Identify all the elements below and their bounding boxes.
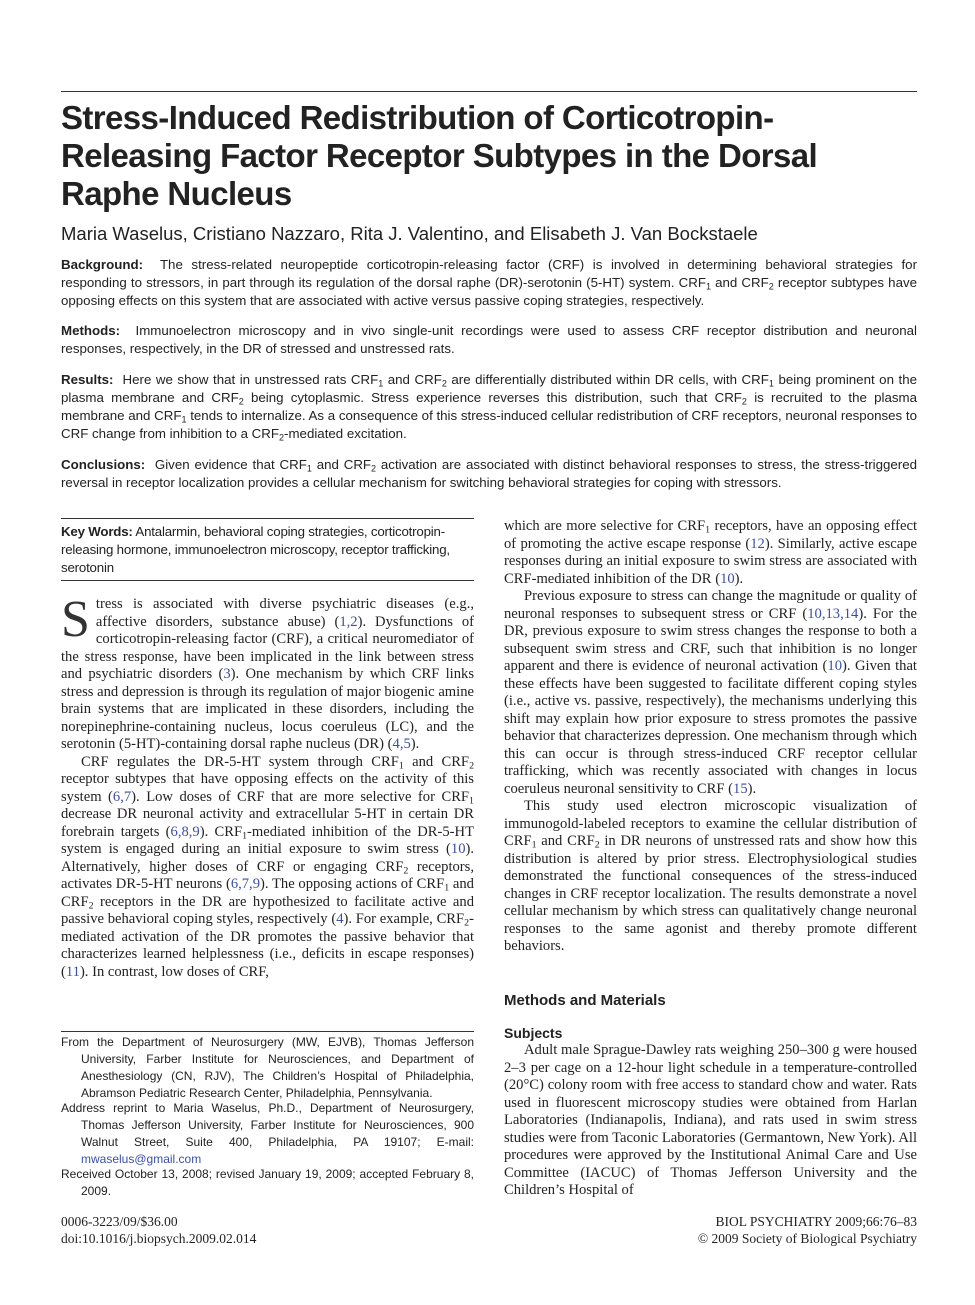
keywords-rule-top: [61, 518, 474, 519]
footer-issn: 0006-3223/09/$36.00: [61, 1214, 178, 1229]
citation-link[interactable]: 6,7: [112, 788, 132, 805]
citation-link[interactable]: 3: [223, 666, 231, 682]
affiliation-address-block: [61, 1100, 474, 1168]
intro-paragraph-1: Stress is associated with diverse psychiatric diseases (e.g., affective disorders, substance abuse) (1,2). Dysfunctions of corticotropin-releasing factor (CRF), a critical neuromediator of the stress response, have been implicated in the link between stress and psychiatric disorders (3). One mechanism by which CRF links stress and depression is through its regulation of major biogenic amine brain systems that are implicated in these disorders, including the norepinephrine-containing nucleus, locus coeruleus (LC), and the serotonin (5-HT)-containing dorsal raphe nucleus (DR) (4,5).: [61, 591, 474, 752]
affiliation-address-text: Address reprint to Maria Waselus, Ph.D., Department of Neurosurgery, Thomas Jefferson University, Farber Institute for Neurosciences, 900 Walnut Street, Suite 400, Philadelphia, PA 19107; E-mail:: [61, 1101, 474, 1149]
keywords-label: Key Words:: [61, 524, 133, 539]
top-rule: [61, 91, 917, 92]
citation-link[interactable]: 15: [733, 780, 748, 797]
article-title: Stress-Induced Redistribution of Corticotropin-Releasing Factor Receptor Subtypes in the Dorsal Raphe Nucleus: [61, 99, 818, 212]
subjects-paragraph: Adult male Sprague-Dawley rats weighing 250–300 g were housed 2–3 per cage on a 12-hour light schedule in a temperature-controlled (20°C) colony room with free access to standard chow and water. Rats used in fluorescent microscopy studies were obtained from Harlan Laboratories (Indianapolis, Indiana), and rats used in swim stress studies were from Taconic Laboratories (Germantown, New York). All procedures were approved by the Institutional Animal Care and Use Committee (IACUC) of Thomas Jefferson University and the Children’s Hospital of: [504, 1042, 917, 1198]
abstract-background: Background: The stress-related neuropeptide corticotropin-releasing factor (CRF) is involved in determining behavioral strategies for responding to stressors, in part through its regulation of the dorsal raphe (DR)-serotonin (5-HT) system. $CRF_1$ and $CRF_2$ receptor subtypes have opposing effects on this system that are associated with active versus passive coping strategies, respectively.: [61, 257, 918, 308]
footer-doi: doi:10.1016/j.biopsych.2009.02.014: [61, 1231, 257, 1246]
citation-link[interactable]: 4: [336, 911, 344, 927]
affiliation-from: [61, 1034, 474, 1102]
intro-paragraph-2-continued: which are more selective for $CRF_1$ receptors, have an opposing effect of promoting the active escape response (12). Similarly, active escape responses during an initial exposure to swim stress are associated with CRF-mediated inhibition of the DR (10).: [504, 518, 917, 587]
citation-link[interactable]: 6,8,9: [170, 823, 200, 840]
body-right-column-bottom: [504, 1042, 917, 1200]
footer-right: [698, 1213, 917, 1247]
keywords-text: Antalarmin, behavioral coping strategies, corticotropin-releasing hormone, immunoelectron microscopy, receptor trafficking, serotonin: [61, 524, 450, 575]
intro-paragraph-4: This study used electron microscopic visualization of immunogold-labeled receptors to examine the cellular distribution of $CRF_1$ and $CRF_2$ in DR neurons of unstressed rats and show how this distribution is altered by prior stress. Electrophysiological studies demonstrated the functional consequences of the stress-induced changes in CRF receptor localization. The results demonstrate a novel cellular mechanism by which stress can qualitatively change neuronal responses to the same agonist and thereby promote different behaviors.: [504, 798, 917, 954]
background-label: Background:: [61, 257, 144, 272]
drop-cap: S: [61, 591, 90, 648]
email-link[interactable]: mwaselus@gmail.com: [81, 1152, 202, 1166]
results-label: Results:: [61, 372, 114, 387]
body-left-column: [61, 591, 475, 981]
keywords-rule-bottom: [61, 580, 474, 581]
citation-link[interactable]: 6,7,9: [230, 876, 260, 892]
footer-copyright: © 2009 Society of Biological Psychiatry: [697, 1231, 917, 1246]
keywords: [61, 523, 474, 577]
affiliation-rule: [61, 1031, 474, 1032]
citation-link[interactable]: 10: [450, 841, 466, 857]
citation-link[interactable]: 10: [720, 570, 735, 587]
citation-link[interactable]: 11: [65, 963, 80, 980]
citation-link[interactable]: 1,2: [339, 613, 358, 630]
affiliation-address: [61, 1100, 474, 1168]
subsection-heading-subjects: Subjects: [504, 1025, 563, 1041]
citation-link[interactable]: 10: [827, 658, 842, 674]
intro-paragraph-3: Previous exposure to stress can change the magnitude or quality of neuronal responses to subsequent stress or CRF (10,13,14). For the DR, previous exposure to swim stress changes the response to both a subsequent swim stress and CRF, such that inhibition is no longer apparent and there is evidence of neuronal activation (10). Given that these effects have been suggested to facilitate different coping styles (i.e., active vs. passive, respectively), the mechanisms underlying this shift may explain how prior exposure to stress promotes the passive behavior that characterizes depression. One mechanism through which this can occur is through stress-induced CRF receptor cellular trafficking, which was recently associated with changes in locus coeruleus neuronal sensitivity to CRF (15).: [504, 588, 917, 797]
citation-link[interactable]: 12: [750, 535, 765, 552]
affiliation-received: [61, 1166, 474, 1200]
citation-link[interactable]: 4,5: [392, 736, 411, 752]
footer-journal: BIOL PSYCHIATRY 2009;66:76–83: [715, 1214, 917, 1229]
methods-text: Immunoelectron microscopy and in vivo single-unit recordings were used to assess CRF receptor distribution and neuronal responses, respectively, in the DR of stressed and unstressed rats.: [61, 323, 918, 356]
abstract-results: Results: Here we show that in unstressed rats $CRF_1$ and $CRF_2$ are differentially distributed within DR cells, with $CRF_1$ being prominent on the plasma membrane and $CRF_2$ being cytoplasmic. Stress experience reverses this distribution, such that $CRF_2$ is recruited to the plasma membrane and $CRF_1$ tends to internalize. As a consequence of this stress-induced cellular redistribution of CRF receptors, neuronal responses to CRF change from inhibition to a $CRF_2$-mediated excitation.: [61, 372, 917, 443]
author-list: Maria Waselus, Cristiano Nazzaro, Rita J. Valentino, and Elisabeth J. Van Bockstaele: [61, 223, 758, 244]
conclusions-label: Conclusions:: [61, 457, 146, 472]
affiliation-received-text: Received October 13, 2008; revised January 19, 2009; accepted February 8, 2009.: [61, 1167, 474, 1198]
abstract-conclusions: Conclusions: Given evidence that $CRF_1$ and $CRF_2$ activation are associated with distinct behavioral responses to stress, the stress-triggered reversal in receptor localization provides a cellular mechanism for switching behavioral strategies for coping with stressors.: [61, 457, 917, 490]
intro-paragraph-2: CRF regulates the DR-5-HT system through $CRF_1$ and $CRF_2$ receptor subtypes that have opposing effects on the activity of this system (6,7). Low doses of CRF that are more selective for $CRF_1$ decrease DR neuronal activity and extracellular 5-HT in certain DR forebrain targets (6,8,9). $CRF_1$-mediated inhibition of the DR-5-HT system is engaged during an initial exposure to swim stress (10). Alternatively, higher doses of CRF or engaging $CRF_2$ receptors, activates DR-5-HT neurons (6,7,9). The opposing actions of $CRF_1$ and $CRF_2$ receptors in the DR are hypothesized to facilitate active and passive behavioral coping styles, respectively (4). For example, $CRF_2$-mediated activation of the DR promotes the passive behavior that characterizes learned helplessness (i.e., deficits in escape responses) (11). In contrast, low doses of CRF,: [61, 753, 475, 980]
footer-left: [61, 1213, 256, 1247]
abstract-methods: [61, 322, 917, 358]
methods-label: Methods:: [61, 323, 121, 338]
affiliation-from-text: From the Department of Neurosurgery (MW, EJVB), Thomas Jefferson University, Farber Institute for Neurosciences, and Department of Anesthesiology (CN, RJV), The Children’s Hospital of Philadelphia, Abramson Pediatric Research Center, Philadelphia, Pennsylvania.: [61, 1035, 474, 1100]
body-right-column-top: [504, 518, 917, 956]
section-heading-methods: Methods and Materials: [504, 992, 666, 1009]
citation-link[interactable]: 10,13,14: [807, 605, 859, 622]
